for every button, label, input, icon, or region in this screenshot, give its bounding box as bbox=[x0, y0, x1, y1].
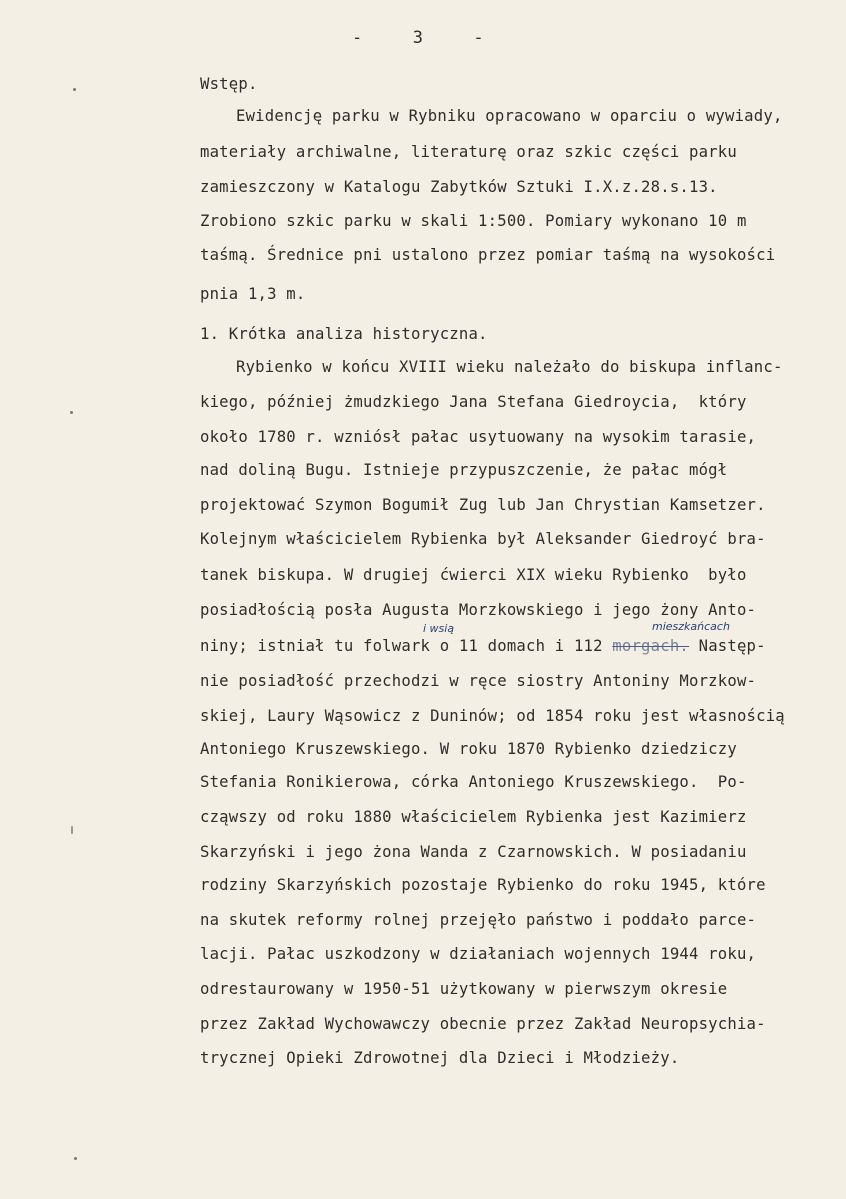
intro-line: Ewidencję parku w Rybniku opracowano w oparciu o wywiady, bbox=[236, 107, 783, 125]
punch-hole-mark bbox=[74, 1157, 77, 1160]
handwritten-insert-inhabitants: mieszkańcach bbox=[652, 620, 730, 633]
body-line: kiego, później żmudzkiego Jana Stefana Giedroycia, który bbox=[200, 393, 747, 411]
body-line: tanek biskupa. W drugiej ćwierci XIX wieku Rybienko było bbox=[200, 566, 747, 584]
intro-line: materiały archiwalne, literaturę oraz szkic części parku bbox=[200, 143, 737, 161]
line-niny-before: niny; istniał tu folwark o 11 domach i 112 bbox=[200, 637, 613, 655]
handwritten-insert-village: i wsią bbox=[423, 622, 455, 635]
intro-line: pnia 1,3 m. bbox=[200, 285, 306, 303]
body-line: trycznej Opieki Zdrowotnej dla Dzieci i Młodzieży. bbox=[200, 1049, 680, 1067]
body-line: rodziny Skarzyńskich pozostaje Rybienko do roku 1945, które bbox=[200, 876, 766, 894]
body-line: Antoniego Kruszewskiego. W roku 1870 Rybienko dziedziczy bbox=[200, 740, 737, 758]
body-line: cząwszy od roku 1880 właścicielem Rybienka jest Kazimierz bbox=[200, 808, 747, 826]
body-line: Rybienko w końcu XVIII wieku należało do biskupa inflanc- bbox=[236, 358, 783, 376]
body-line: skiej, Laury Wąsowicz z Duninów; od 1854 roku jest własnością bbox=[200, 707, 785, 725]
intro-line: zamieszczony w Katalogu Zabytków Sztuki I.X.z.28.s.13. bbox=[200, 178, 718, 196]
body-line: posiadłością posła Augusta Morzkowskiego i jego żony Anto- bbox=[200, 601, 757, 619]
body-line: Skarzyński i jego żona Wanda z Czarnowskich. W posiadaniu bbox=[200, 843, 747, 861]
section-title: 1. Krótka analiza historyczna. bbox=[200, 325, 488, 343]
body-line: przez Zakład Wychowawczy obecnie przez Zakład Neuropsychia- bbox=[200, 1015, 766, 1033]
body-line: około 1780 r. wzniósł pałac usytuowany na wysokim tarasie, bbox=[200, 428, 757, 446]
punch-hole-mark bbox=[71, 826, 73, 834]
body-line: odrestaurowany w 1950-51 użytkowany w pierwszym okresie bbox=[200, 980, 728, 998]
intro-line: Zrobiono szkic parku w skali 1:500. Pomiary wykonano 10 m bbox=[200, 212, 747, 230]
heading-intro: Wstęp. bbox=[200, 75, 258, 93]
struck-word: morgach. bbox=[612, 637, 690, 655]
body-line: projektować Szymon Bogumił Zug lub Jan Chrystian Kamsetzer. bbox=[200, 496, 766, 514]
body-line: na skutek reformy rolnej przejęło państwo i poddało parce- bbox=[200, 911, 757, 929]
body-line: Stefania Ronikierowa, córka Antoniego Kruszewskiego. Po- bbox=[200, 773, 747, 791]
body-line: lacji. Pałac uszkodzony w działaniach wojennych 1944 roku, bbox=[200, 945, 757, 963]
body-line: Kolejnym właścicielem Rybienka był Aleksander Giedroyć bra- bbox=[200, 530, 766, 548]
body-line: nie posiadłość przechodzi w ręce siostry Antoniny Morzkow- bbox=[200, 672, 757, 690]
punch-hole-mark bbox=[70, 411, 73, 414]
body-line: nad doliną Bugu. Istnieje przypuszczenie, że pałac mógł bbox=[200, 461, 728, 479]
punch-hole-mark bbox=[73, 88, 76, 91]
page-number: - 3 - bbox=[352, 28, 494, 48]
body-line-with-correction bbox=[200, 637, 766, 655]
line-niny-after: Następ- bbox=[689, 637, 766, 655]
intro-line: taśmą. Średnice pni ustalono przez pomiar taśmą na wysokości bbox=[200, 246, 776, 264]
